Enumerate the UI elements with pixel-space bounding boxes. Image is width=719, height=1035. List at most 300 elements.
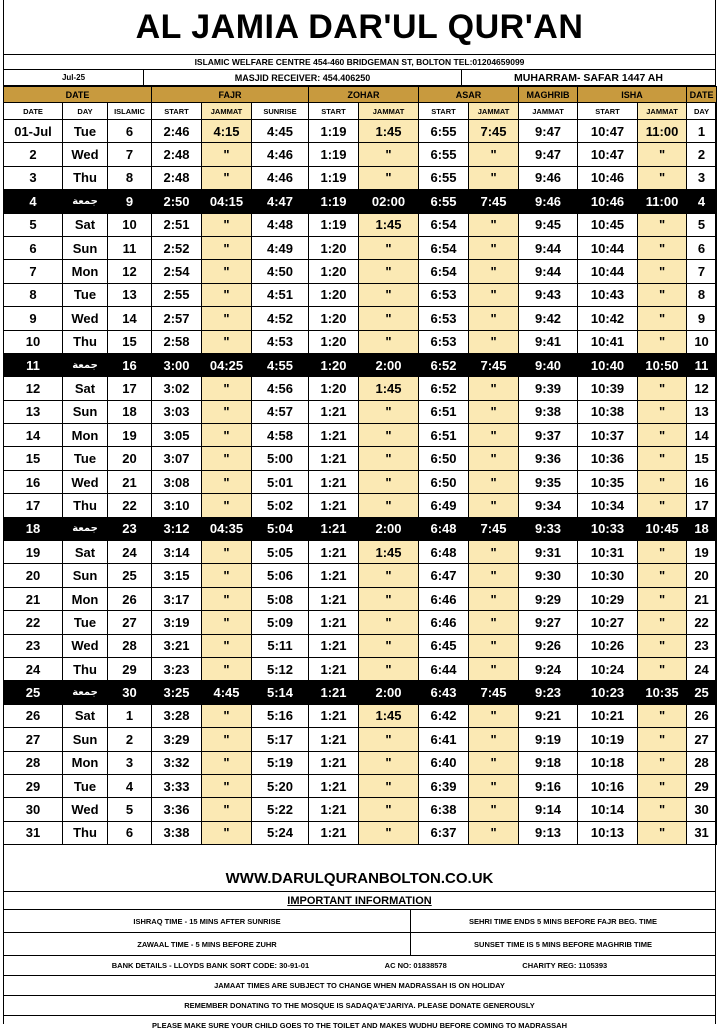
table-cell: 4:58 [252, 424, 309, 447]
table-cell: 1:21 [309, 494, 359, 517]
sehri-info: SEHRI TIME ENDS 5 MINS BEFORE FAJR BEG. TIME [469, 916, 657, 926]
table-cell: " [202, 330, 252, 353]
table-cell: 10:46 [578, 190, 638, 213]
table-cell: " [202, 494, 252, 517]
table-cell: 9:16 [519, 774, 578, 797]
table-cell: 9:18 [519, 751, 578, 774]
table-cell: 3:36 [152, 798, 202, 821]
table-cell: 15 [687, 447, 717, 470]
table-cell: 2:52 [152, 236, 202, 259]
table-cell: " [359, 470, 419, 493]
sub-header-cell: START [419, 103, 469, 120]
table-cell: " [202, 634, 252, 657]
table-cell: 5 [4, 213, 63, 236]
table-cell: 1:21 [309, 424, 359, 447]
table-cell: 10:30 [578, 564, 638, 587]
table-cell: Tue [63, 774, 108, 797]
table-cell: 9:44 [519, 236, 578, 259]
group-asar: ASAR [419, 87, 519, 103]
table-cell: 24 [108, 541, 152, 564]
friday-row [4, 681, 717, 704]
table-row [4, 236, 717, 259]
table-cell: 4 [4, 190, 63, 213]
table-cell: 3:25 [152, 681, 202, 704]
table-cell: 10:43 [578, 283, 638, 306]
table-cell: " [638, 634, 687, 657]
table-cell: 6:45 [419, 634, 469, 657]
table-cell: Thu [63, 821, 108, 844]
table-cell: 1:19 [309, 143, 359, 166]
table-cell: 2:46 [152, 120, 202, 143]
table-cell: 9 [687, 307, 717, 330]
table-cell: Mon [63, 587, 108, 610]
table-cell: 28 [108, 634, 152, 657]
table-row [4, 213, 717, 236]
table-cell: 9:13 [519, 821, 578, 844]
table-cell: 10:26 [578, 634, 638, 657]
table-cell: 1:21 [309, 587, 359, 610]
table-cell: Wed [63, 307, 108, 330]
website-link[interactable]: WWW.DARULQURANBOLTON.CO.UK [4, 865, 715, 892]
table-cell: " [469, 587, 519, 610]
table-cell: 6:50 [419, 447, 469, 470]
table-cell: " [359, 424, 419, 447]
table-cell: 10:40 [578, 353, 638, 376]
table-cell: 4:45 [202, 681, 252, 704]
table-cell: " [469, 424, 519, 447]
table-cell: 10:35 [638, 681, 687, 704]
table-cell: 2 [4, 143, 63, 166]
table-cell: 9:46 [519, 166, 578, 189]
table-cell: Tue [63, 447, 108, 470]
table-cell: 12 [4, 377, 63, 400]
table-cell: 5:00 [252, 447, 309, 470]
table-cell: 5:05 [252, 541, 309, 564]
table-cell: " [359, 447, 419, 470]
table-cell: 4:46 [252, 166, 309, 189]
table-cell: Mon [63, 260, 108, 283]
table-cell: 7:45 [469, 681, 519, 704]
table-cell: Tue [63, 611, 108, 634]
table-cell: 01-Jul [4, 120, 63, 143]
table-cell: " [469, 143, 519, 166]
table-cell: 29 [687, 774, 717, 797]
table-cell: 2:00 [359, 353, 419, 376]
table-cell: 10:18 [578, 751, 638, 774]
table-cell: 9:40 [519, 353, 578, 376]
table-cell: 8 [687, 283, 717, 306]
table-cell: 29 [4, 774, 63, 797]
table-cell: Thu [63, 166, 108, 189]
table-cell: 31 [687, 821, 717, 844]
table-cell: 1:20 [309, 307, 359, 330]
table-cell: Sun [63, 236, 108, 259]
table-cell: 4:15 [202, 120, 252, 143]
table-cell: " [359, 236, 419, 259]
table-cell: 10:33 [578, 517, 638, 540]
table-cell: 15 [4, 447, 63, 470]
table-cell: 6:43 [419, 681, 469, 704]
table-cell: 5:16 [252, 704, 309, 727]
table-cell: " [202, 774, 252, 797]
table-cell: " [202, 751, 252, 774]
table-cell: 17 [4, 494, 63, 517]
table-cell: 6:53 [419, 283, 469, 306]
table-cell: 9:44 [519, 260, 578, 283]
address-line [4, 55, 715, 70]
table-cell: 6:51 [419, 424, 469, 447]
table-cell: " [469, 307, 519, 330]
table-cell: " [469, 728, 519, 751]
bank-name: BANK DETAILS - LLOYDS BANK SORT CODE: 30-91-01 [111, 961, 310, 970]
table-cell: Mon [63, 751, 108, 774]
table-row [4, 143, 717, 166]
group-fajr: FAJR [152, 87, 309, 103]
table-row [4, 283, 717, 306]
table-cell: 1:45 [359, 704, 419, 727]
table-cell: 11 [687, 353, 717, 376]
table-cell: 5:02 [252, 494, 309, 517]
table-cell: 9:21 [519, 704, 578, 727]
table-cell: " [359, 728, 419, 751]
table-cell: 6 [687, 236, 717, 259]
table-row [4, 166, 717, 189]
table-row [4, 377, 717, 400]
table-cell: 11:00 [638, 190, 687, 213]
sub-header-cell: START [309, 103, 359, 120]
table-cell: " [469, 377, 519, 400]
table-cell: " [359, 634, 419, 657]
table-cell: 6:55 [419, 120, 469, 143]
table-cell: 6:53 [419, 330, 469, 353]
table-cell: 9:36 [519, 447, 578, 470]
table-cell: 10:24 [578, 657, 638, 680]
table-cell: 13 [108, 283, 152, 306]
table-cell: 10 [108, 213, 152, 236]
table-cell: 5:24 [252, 821, 309, 844]
table-cell: 10:45 [578, 213, 638, 236]
table-cell: 3 [108, 751, 152, 774]
table-cell: 02:00 [359, 190, 419, 213]
table-cell: 4:52 [252, 307, 309, 330]
table-row [4, 564, 717, 587]
table-cell: 29 [108, 657, 152, 680]
table-cell: 14 [108, 307, 152, 330]
table-cell: 16 [108, 353, 152, 376]
table-cell: 19 [4, 541, 63, 564]
table-cell: 2:55 [152, 283, 202, 306]
table-cell: 2:00 [359, 681, 419, 704]
table-cell: 1:45 [359, 541, 419, 564]
table-cell: 27 [108, 611, 152, 634]
table-cell: جمعة [63, 190, 108, 213]
table-cell: " [638, 587, 687, 610]
table-cell: 10:35 [578, 470, 638, 493]
table-cell: 9:30 [519, 564, 578, 587]
table-cell: 3:00 [152, 353, 202, 376]
table-cell: 11 [108, 236, 152, 259]
timetable-page [3, 0, 716, 1030]
table-cell: Thu [63, 657, 108, 680]
table-cell: 1:21 [309, 400, 359, 423]
table-cell: Tue [63, 120, 108, 143]
table-cell: 6:38 [419, 798, 469, 821]
table-cell: 2:00 [359, 517, 419, 540]
table-cell: 10:14 [578, 798, 638, 821]
table-cell: 10:37 [578, 424, 638, 447]
table-cell: " [202, 798, 252, 821]
table-cell: 12 [108, 260, 152, 283]
table-cell: 13 [4, 400, 63, 423]
table-cell: " [469, 564, 519, 587]
sub-header-cell: JAMMAT [519, 103, 578, 120]
table-cell: " [202, 657, 252, 680]
table-cell: " [202, 260, 252, 283]
table-cell: 1:20 [309, 353, 359, 376]
table-cell: جمعة [63, 517, 108, 540]
table-cell: 4:56 [252, 377, 309, 400]
table-cell: 3:21 [152, 634, 202, 657]
table-cell: 6 [4, 236, 63, 259]
table-cell: " [638, 821, 687, 844]
group-date-right: DATE [687, 87, 717, 103]
friday-row [4, 190, 717, 213]
table-cell: 21 [4, 587, 63, 610]
table-cell: 25 [687, 681, 717, 704]
table-cell: 9:14 [519, 798, 578, 821]
table-cell: 17 [687, 494, 717, 517]
table-cell: 19 [687, 541, 717, 564]
table-cell: 9:27 [519, 611, 578, 634]
table-cell: " [359, 330, 419, 353]
table-cell: 10:47 [578, 120, 638, 143]
table-cell: Wed [63, 143, 108, 166]
table-cell: 1 [687, 120, 717, 143]
table-cell: 7:45 [469, 353, 519, 376]
table-cell: 9:47 [519, 120, 578, 143]
table-cell: " [202, 704, 252, 727]
table-cell: 3:10 [152, 494, 202, 517]
table-cell: " [359, 564, 419, 587]
table-cell: 6:48 [419, 517, 469, 540]
sub-header-cell: DAY [687, 103, 717, 120]
table-cell: " [469, 236, 519, 259]
table-cell: 1:19 [309, 166, 359, 189]
table-cell: 1:21 [309, 704, 359, 727]
table-cell: 6:54 [419, 236, 469, 259]
table-cell: " [359, 400, 419, 423]
table-cell: 04:15 [202, 190, 252, 213]
table-cell: " [638, 751, 687, 774]
islamic-months: MUHARRAM- SAFAR 1447 AH [514, 71, 663, 84]
table-cell: 3:14 [152, 541, 202, 564]
table-cell: 30 [687, 798, 717, 821]
important-heading: IMPORTANT INFORMATION [4, 892, 715, 910]
table-row [4, 260, 717, 283]
table-row [4, 704, 717, 727]
table-cell: " [359, 657, 419, 680]
table-cell: 1:21 [309, 541, 359, 564]
table-cell: " [202, 470, 252, 493]
table-cell: 6:55 [419, 143, 469, 166]
table-cell: 9:43 [519, 283, 578, 306]
footer [4, 865, 715, 1035]
table-cell: 9:34 [519, 494, 578, 517]
table-cell: " [638, 494, 687, 517]
table-cell: 6 [108, 821, 152, 844]
table-cell: 4:51 [252, 283, 309, 306]
table-cell: " [359, 751, 419, 774]
table-cell: 04:25 [202, 353, 252, 376]
table-cell: 16 [687, 470, 717, 493]
table-cell: 22 [4, 611, 63, 634]
table-cell: 6:41 [419, 728, 469, 751]
table-cell: " [359, 307, 419, 330]
table-cell: 1:45 [359, 377, 419, 400]
table-cell: " [469, 260, 519, 283]
table-row [4, 307, 717, 330]
table-cell: Sat [63, 541, 108, 564]
sub-header-cell: JAMMAT [202, 103, 252, 120]
table-row [4, 400, 717, 423]
table-cell: " [469, 751, 519, 774]
table-cell: 10:41 [578, 330, 638, 353]
table-cell: 9:47 [519, 143, 578, 166]
table-cell: 3:28 [152, 704, 202, 727]
table-cell: " [638, 143, 687, 166]
table-cell: " [359, 283, 419, 306]
table-cell: 6:44 [419, 657, 469, 680]
friday-row [4, 517, 717, 540]
table-row [4, 774, 717, 797]
table-cell: 5:20 [252, 774, 309, 797]
table-cell: 11:00 [638, 120, 687, 143]
masjid-receiver: MASJID RECEIVER: 454.406250 [144, 70, 462, 85]
table-cell: 3:08 [152, 470, 202, 493]
table-cell: 4:46 [252, 143, 309, 166]
table-cell: 5:09 [252, 611, 309, 634]
table-cell: 24 [4, 657, 63, 680]
table-cell: 2:50 [152, 190, 202, 213]
table-cell: 6:40 [419, 751, 469, 774]
table-cell: 6:47 [419, 564, 469, 587]
table-cell: 1:19 [309, 190, 359, 213]
table-cell: Thu [63, 494, 108, 517]
table-cell: " [469, 798, 519, 821]
table-cell: " [202, 564, 252, 587]
table-cell: 6:52 [419, 353, 469, 376]
table-cell: 4:45 [252, 120, 309, 143]
table-cell: " [202, 424, 252, 447]
table-cell: " [202, 447, 252, 470]
table-cell: 14 [687, 424, 717, 447]
table-cell: 3:23 [152, 657, 202, 680]
table-cell: " [638, 307, 687, 330]
table-cell: " [359, 798, 419, 821]
table-cell: 1:21 [309, 657, 359, 680]
table-cell: 9:37 [519, 424, 578, 447]
table-cell: 7:45 [469, 517, 519, 540]
table-cell: 9:19 [519, 728, 578, 751]
table-cell: 3:17 [152, 587, 202, 610]
sub-header-cell: START [578, 103, 638, 120]
table-cell: " [359, 143, 419, 166]
table-row [4, 634, 717, 657]
table-cell: " [638, 447, 687, 470]
table-cell: 1:45 [359, 213, 419, 236]
table-cell: " [638, 330, 687, 353]
table-cell: " [202, 821, 252, 844]
table-cell: 18 [4, 517, 63, 540]
table-cell: 22 [687, 611, 717, 634]
table-cell: 2:48 [152, 166, 202, 189]
table-cell: " [638, 704, 687, 727]
table-cell: 1:21 [309, 634, 359, 657]
table-cell: 10:16 [578, 774, 638, 797]
table-cell: 27 [687, 728, 717, 751]
table-cell: " [202, 307, 252, 330]
table-cell: 6:39 [419, 774, 469, 797]
table-cell: " [202, 166, 252, 189]
sub-header-cell: DATE [4, 103, 63, 120]
table-cell: " [359, 260, 419, 283]
table-cell: " [469, 494, 519, 517]
table-cell: " [202, 587, 252, 610]
table-cell: " [638, 377, 687, 400]
table-cell: " [638, 283, 687, 306]
table-cell: " [469, 821, 519, 844]
table-cell: 1:20 [309, 236, 359, 259]
table-cell: 5:22 [252, 798, 309, 821]
table-cell: 6:50 [419, 470, 469, 493]
table-cell: 2:54 [152, 260, 202, 283]
table-cell: 1:21 [309, 681, 359, 704]
table-cell: 1:21 [309, 798, 359, 821]
table-cell: Thu [63, 330, 108, 353]
table-cell: 9:33 [519, 517, 578, 540]
table-cell: 23 [108, 517, 152, 540]
table-cell: 9:38 [519, 400, 578, 423]
table-cell: 9:39 [519, 377, 578, 400]
table-cell: 10:42 [578, 307, 638, 330]
table-cell: Sun [63, 400, 108, 423]
table-cell: 8 [108, 166, 152, 189]
table-cell: 6:51 [419, 400, 469, 423]
table-cell: 9:29 [519, 587, 578, 610]
table-cell: 9:31 [519, 541, 578, 564]
page-title: AL JAMIA DAR'UL QUR'AN [4, 0, 715, 55]
table-cell: 18 [108, 400, 152, 423]
table-cell: " [202, 213, 252, 236]
table-cell: 2:48 [152, 143, 202, 166]
month-label: Jul-25 [4, 70, 144, 85]
table-cell: 22 [108, 494, 152, 517]
table-cell: " [469, 283, 519, 306]
table-cell: " [469, 400, 519, 423]
table-cell: Mon [63, 424, 108, 447]
table-cell: 9 [4, 307, 63, 330]
table-cell: 6:52 [419, 377, 469, 400]
table-cell: 5:17 [252, 728, 309, 751]
table-cell: 10:39 [578, 377, 638, 400]
table-cell: 1:21 [309, 774, 359, 797]
table-cell: 2:58 [152, 330, 202, 353]
table-cell: 3 [687, 166, 717, 189]
sub-header-cell: JAMMAT [638, 103, 687, 120]
group-isha: ISHA [578, 87, 687, 103]
table-cell: 10:44 [578, 260, 638, 283]
table-row [4, 541, 717, 564]
